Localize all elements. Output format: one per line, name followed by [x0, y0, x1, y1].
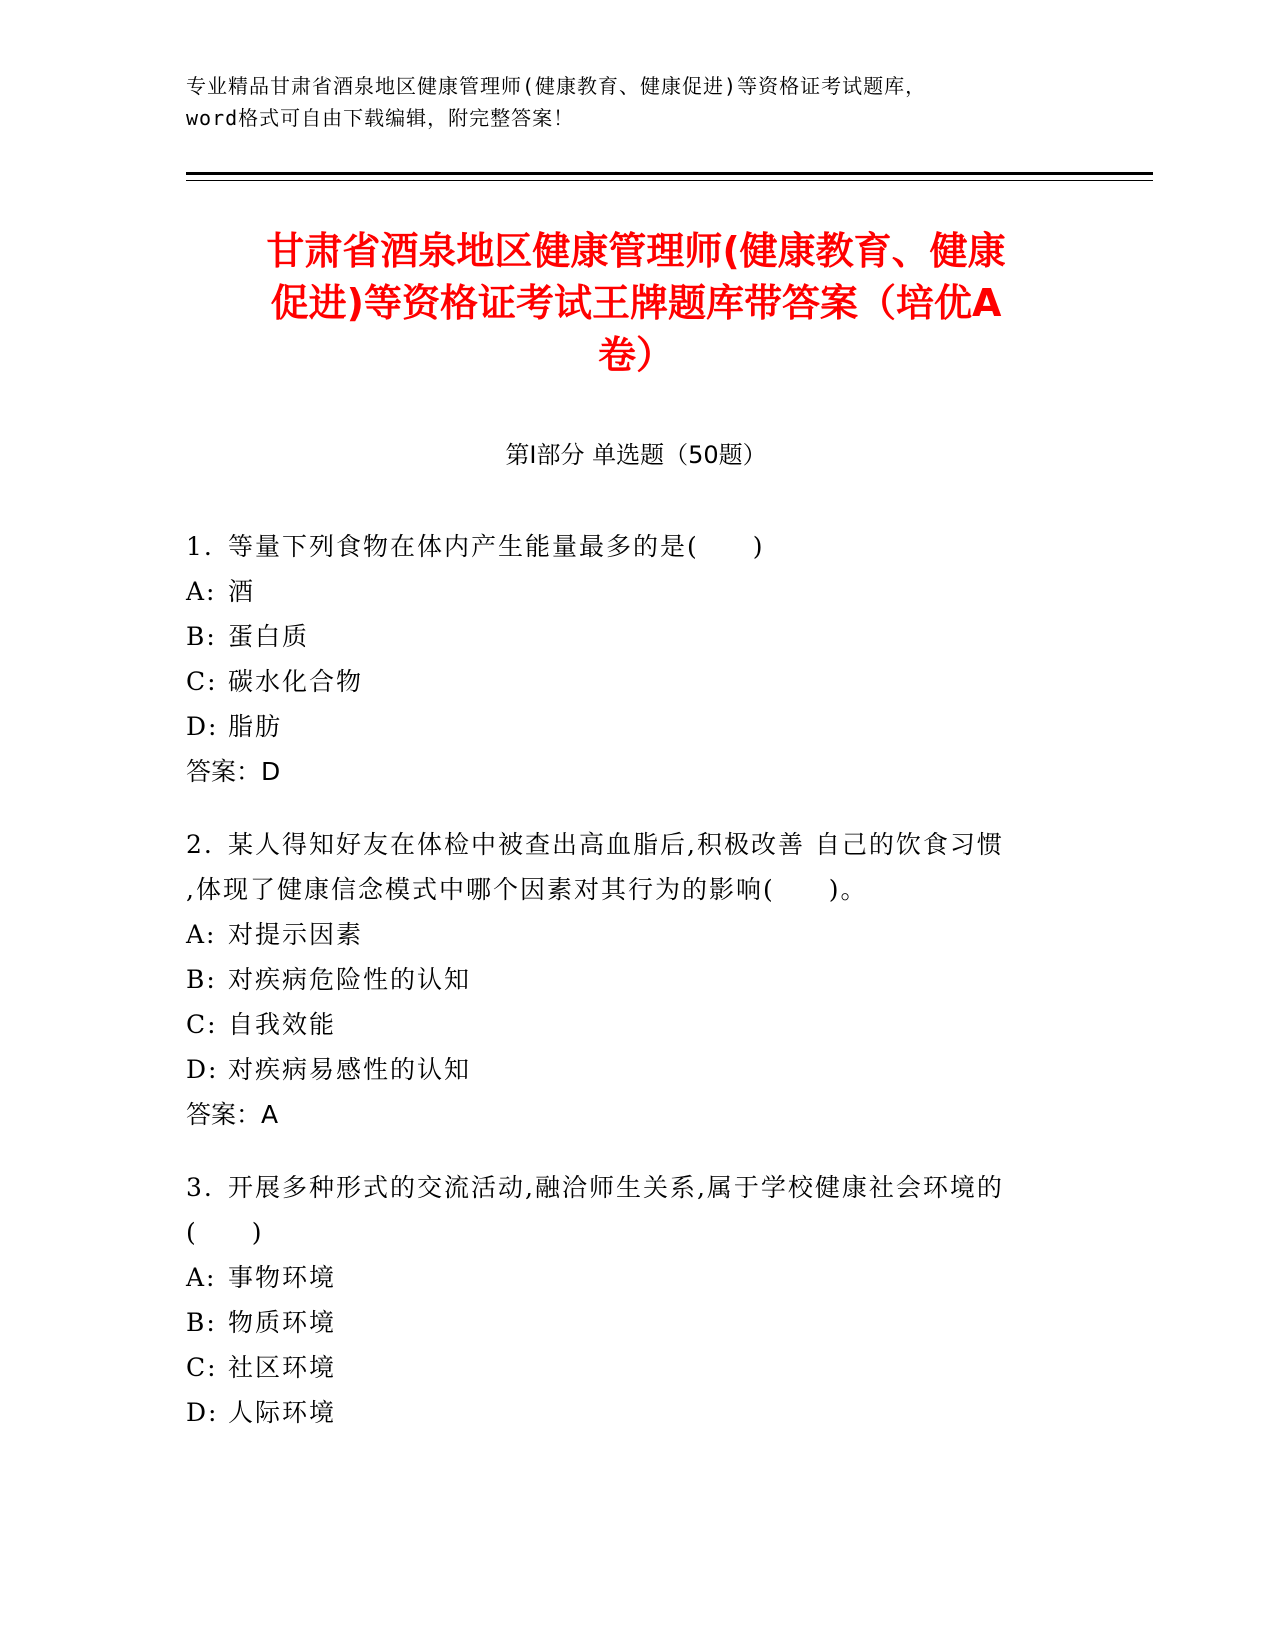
option-text: 脂肪 [228, 712, 283, 741]
option-letter: A: [186, 577, 217, 606]
option-letter: C: [186, 667, 218, 696]
option-text: 事物环境 [228, 1263, 337, 1292]
question-3 [186, 1165, 1086, 1435]
question-stem [186, 1165, 1086, 1210]
option-letter: A: [186, 920, 217, 949]
option-letter: C: [186, 1010, 218, 1039]
header-note [186, 70, 1086, 134]
divider-thick [186, 172, 1153, 175]
option-b [186, 957, 1086, 1002]
option-text: 对疾病易感性的认知 [228, 1055, 472, 1084]
question-number: 2. [186, 830, 214, 859]
document-title [186, 225, 1086, 381]
option-letter: D: [186, 1055, 219, 1084]
divider-thin [186, 180, 1153, 181]
option-a [186, 912, 1086, 957]
option-a [186, 1255, 1086, 1300]
document-title-line1: 甘肃省酒泉地区健康管理师(健康教育、健康 [266, 229, 1006, 273]
question-number: 3. [186, 1173, 214, 1202]
option-letter: C: [186, 1353, 218, 1382]
question-text: 开展多种形式的交流活动,融洽师生关系,属于学校健康社会环境的 [228, 1173, 1004, 1202]
option-b [186, 1300, 1086, 1345]
answer: 答案：A [186, 1100, 279, 1129]
question-text: 某人得知好友在体检中被查出高血脂后,积极改善 自己的饮食习惯 [228, 830, 1004, 859]
option-letter: B: [186, 622, 217, 651]
option-letter: B: [186, 965, 217, 994]
question-stem [186, 524, 1086, 569]
answer: 答案：D [186, 757, 281, 786]
option-d [186, 1047, 1086, 1092]
option-text: 蛋白质 [228, 622, 310, 651]
option-text: 碳水化合物 [228, 667, 364, 696]
question-list [186, 524, 1086, 1463]
question-2 [186, 822, 1086, 1137]
option-letter: A: [186, 1263, 217, 1292]
option-text: 酒 [228, 577, 256, 606]
question-stem-continued: ,体现了健康信念模式中哪个因素对其行为的影响( )。 [186, 875, 868, 904]
option-text: 自我效能 [228, 1010, 337, 1039]
option-letter: D: [186, 712, 219, 741]
document-title-line2: 促进)等资格证考试王牌题库带答案（培优A [270, 281, 1002, 325]
question-stem [186, 822, 1086, 867]
option-d [186, 704, 1086, 749]
option-c [186, 659, 1086, 704]
question-1 [186, 524, 1086, 794]
header-note-line2: word格式可自由下载编辑，附完整答案！ [186, 106, 575, 130]
option-text: 人际环境 [228, 1398, 337, 1427]
question-text: 等量下列食物在体内产生能量最多的是( ) [228, 532, 765, 561]
option-letter: D: [186, 1398, 219, 1427]
option-a [186, 569, 1086, 614]
option-d [186, 1390, 1086, 1435]
option-letter: B: [186, 1308, 217, 1337]
document-title-line3: 卷） [597, 333, 674, 377]
question-stem-continued: ( ) [186, 1218, 264, 1247]
option-text: 社区环境 [228, 1353, 337, 1382]
question-number: 1. [186, 532, 214, 561]
option-text: 对疾病危险性的认知 [228, 965, 472, 994]
section-title: 第Ⅰ部分 单选题（50题） [505, 441, 767, 469]
header-note-line1: 专业精品甘肃省酒泉地区健康管理师(健康教育、健康促进)等资格证考试题库， [186, 74, 927, 98]
option-c [186, 1345, 1086, 1390]
option-c [186, 1002, 1086, 1047]
option-text: 物质环境 [228, 1308, 337, 1337]
option-b [186, 614, 1086, 659]
option-text: 对提示因素 [228, 920, 364, 949]
